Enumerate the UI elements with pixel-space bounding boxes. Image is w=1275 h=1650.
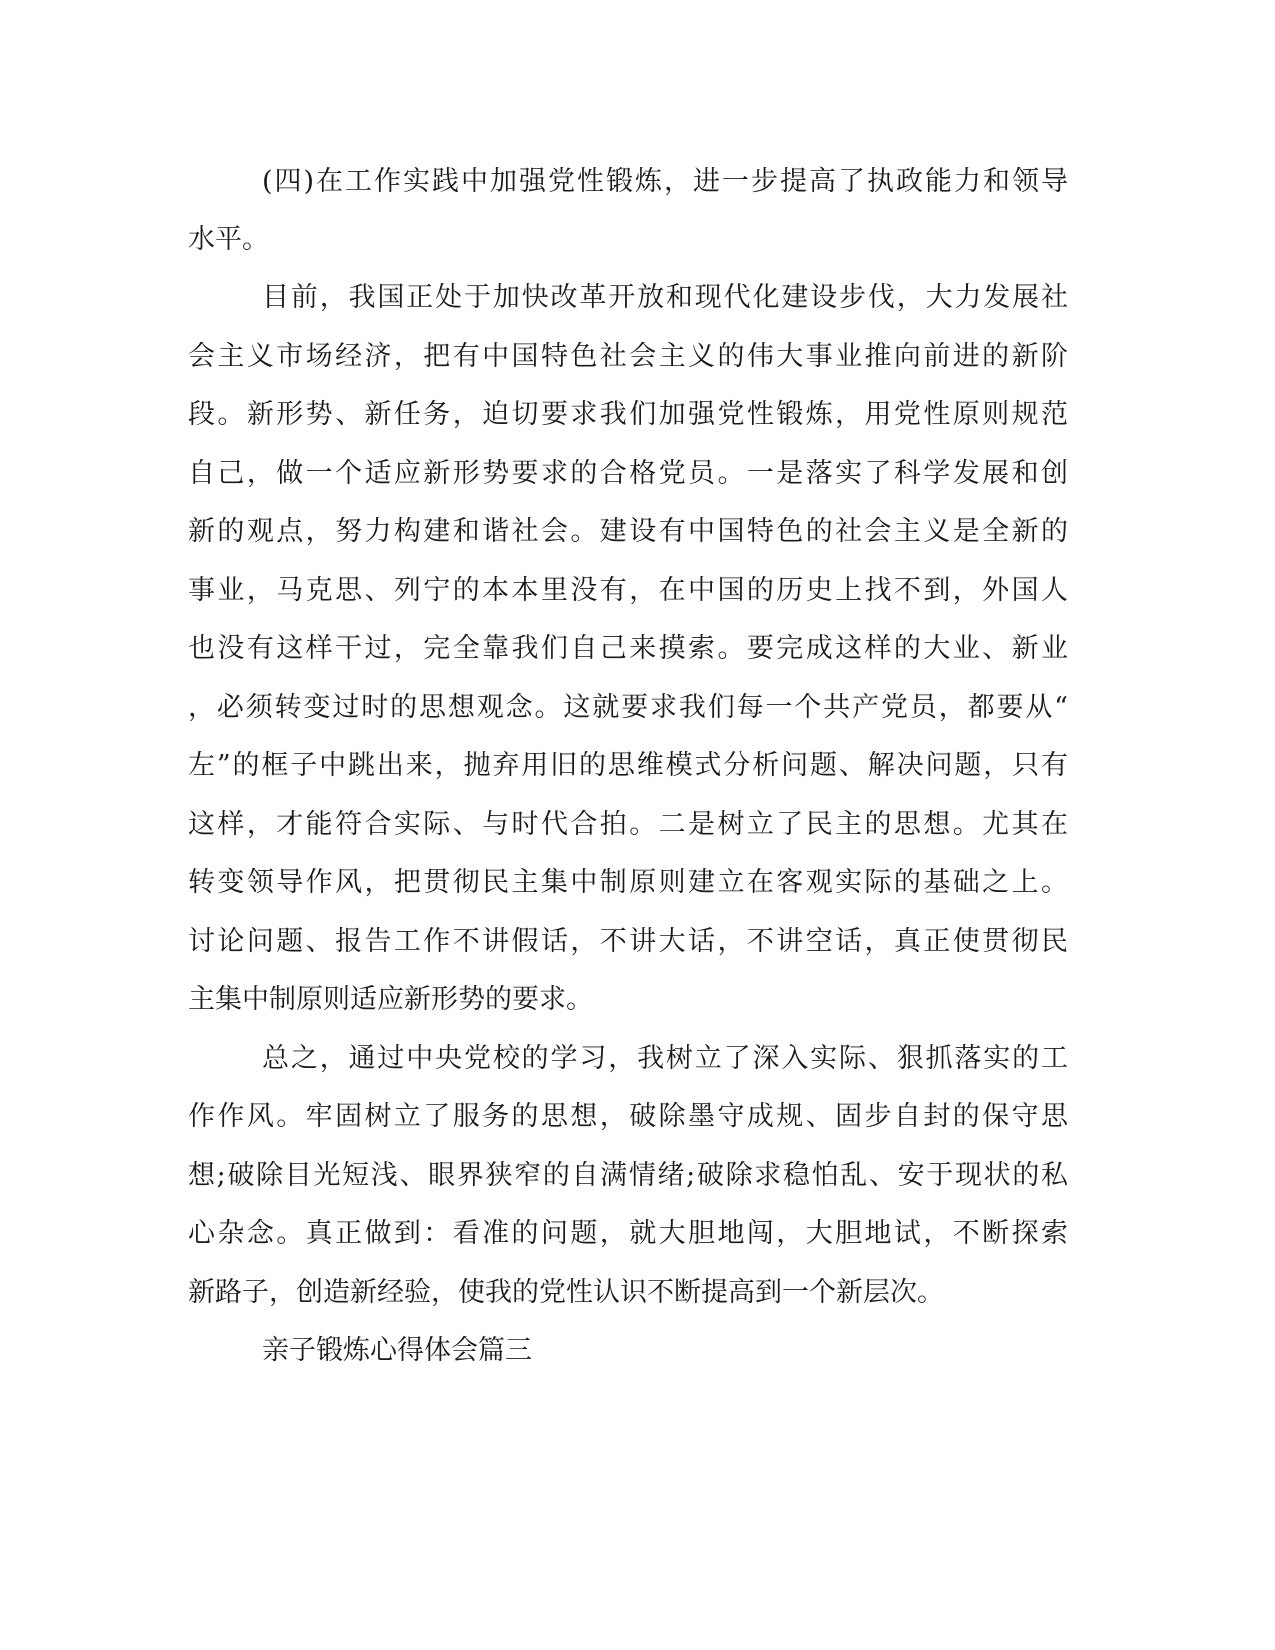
paragraph-body-line-1: 目前，我国正处于加快改革开放和现代化建设步伐，大力发展社: [262, 282, 1068, 313]
section-heading: 亲子锻炼心得体会篇三: [262, 1335, 532, 1366]
paragraph-body-line-7: 也没有这样干过，完全靠我们自己来摸索。要完成这样的大业、新业: [188, 633, 1068, 664]
paragraph-summary-line-4: 心杂念。真正做到：看准的问题，就大胆地闯，大胆地试，不断探索: [188, 1218, 1068, 1249]
paragraph-summary-line-5: 新路子，创造新经验，使我的党性认识不断提高到一个新层次。: [188, 1277, 944, 1308]
paragraph-4-heading-line-2: 水平。: [188, 224, 269, 255]
paragraph-body-line-9: 左”的框子中跳出来，抛弃用旧的思维模式分析问题、解决问题，只有: [188, 750, 1068, 781]
paragraph-body-line-6: 事业，马克思、列宁的本本里没有，在中国的历史上找不到，外国人: [188, 575, 1068, 606]
paragraph-body-line-3: 段。新形势、新任务，迫切要求我们加强党性锻炼，用党性原则规范: [188, 399, 1068, 430]
paragraph-4-heading-line-1: (四)在工作实践中加强党性锻炼，进一步提高了执政能力和领导: [262, 166, 1068, 197]
paragraph-summary-line-1: 总之，通过中央党校的学习，我树立了深入实际、狠抓落实的工: [262, 1043, 1068, 1074]
paragraph-body-line-10: 这样，才能符合实际、与时代合拍。二是树立了民主的思想。尤其在: [188, 809, 1068, 840]
paragraph-body-line-2: 会主义市场经济，把有中国特色社会主义的伟大事业推向前进的新阶: [188, 341, 1068, 372]
paragraph-summary-line-2: 作作风。牢固树立了服务的思想，破除墨守成规、固步自封的保守思: [188, 1101, 1068, 1132]
paragraph-body-line-4: 自己，做一个适应新形势要求的合格党员。一是落实了科学发展和创: [188, 458, 1068, 489]
paragraph-body-line-8: ，必须转变过时的思想观念。这就要求我们每一个共产党员，都要从“: [188, 692, 1068, 723]
paragraph-body-line-13: 主集中制原则适应新形势的要求。: [188, 984, 593, 1015]
paragraph-body-line-12: 讨论问题、报告工作不讲假话，不讲大话，不讲空话，真正使贯彻民: [188, 926, 1068, 957]
paragraph-summary-line-3: 想;破除目光短浅、眼界狭窄的自满情绪;破除求稳怕乱、安于现状的私: [188, 1160, 1068, 1191]
paragraph-body-line-5: 新的观点，努力构建和谐社会。建设有中国特色的社会主义是全新的: [188, 516, 1068, 547]
paragraph-body-line-11: 转变领导作风，把贯彻民主集中制原则建立在客观实际的基础之上。: [188, 867, 1068, 898]
